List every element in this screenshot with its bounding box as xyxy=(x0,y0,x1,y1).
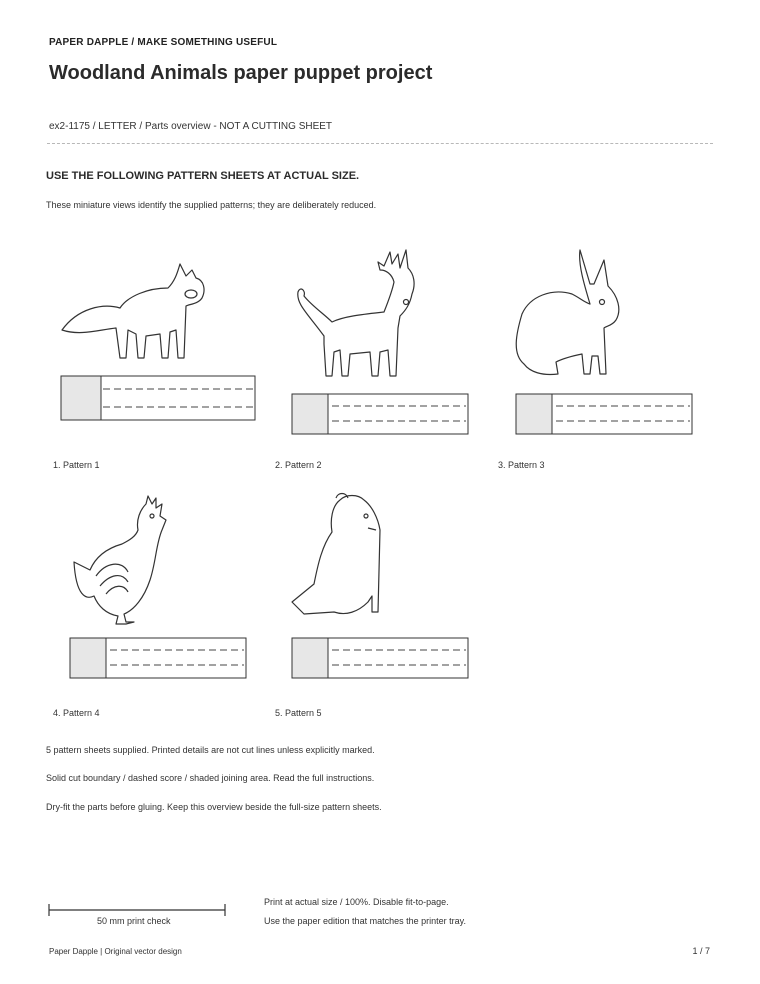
pattern-4-figure xyxy=(66,492,250,684)
fox-icon xyxy=(62,264,204,358)
deer-icon xyxy=(298,250,414,376)
pattern-3-caption: 3. Pattern 3 xyxy=(498,460,545,470)
pattern-2-figure xyxy=(288,244,478,436)
rabbit-icon xyxy=(516,250,619,375)
page-number: 1 / 7 xyxy=(692,946,710,956)
print-instruction-size: Print at actual size / 100%. Disable fit-to-page. xyxy=(264,897,449,907)
note-line-legend: Solid cut boundary / dashed score / shaded joining area. Read the full instructions. xyxy=(46,773,375,783)
bear-icon xyxy=(292,494,380,615)
instructions-intro: These miniature views identify the supplied patterns; they are deliberately reduced. xyxy=(46,200,377,210)
print-instruction-paper: Use the paper edition that matches the printer tray. xyxy=(264,916,466,926)
joining-tab xyxy=(516,394,692,434)
joining-tab xyxy=(292,394,468,434)
pattern-5-figure xyxy=(288,492,472,684)
pattern-1-figure xyxy=(58,258,258,423)
pattern-1-caption: 1. Pattern 1 xyxy=(53,460,100,470)
note-sheets-supplied: 5 pattern sheets supplied. Printed details are not cut lines unless explicitly marked. xyxy=(46,745,375,755)
pattern-3-figure xyxy=(512,244,696,436)
pattern-4-caption: 4. Pattern 4 xyxy=(53,708,100,718)
pattern-2-caption: 2. Pattern 2 xyxy=(275,460,322,470)
joining-tab xyxy=(292,638,468,678)
bird-icon xyxy=(74,496,166,624)
note-dry-fit: Dry-fit the parts before gluing. Keep this overview beside the full-size pattern sheets. xyxy=(46,802,382,812)
dashed-divider xyxy=(47,143,713,144)
joining-tab xyxy=(70,638,246,678)
brand-line: PAPER DAPPLE / MAKE SOMETHING USEFUL xyxy=(49,37,278,48)
page-title: Woodland Animals paper puppet project xyxy=(49,62,433,84)
instructions-heading: USE THE FOLLOWING PATTERN SHEETS AT ACTUAL SIZE. xyxy=(46,170,360,182)
document-meta: ex2-1175 / LETTER / Parts overview - NOT A CUTTING SHEET xyxy=(49,121,333,132)
pattern-5-caption: 5. Pattern 5 xyxy=(275,708,322,718)
scale-label: 50 mm print check xyxy=(97,916,171,926)
joining-tab xyxy=(61,376,255,420)
footer-credit: Paper Dapple | Original vector design xyxy=(49,947,182,956)
scale-bar xyxy=(48,903,226,917)
